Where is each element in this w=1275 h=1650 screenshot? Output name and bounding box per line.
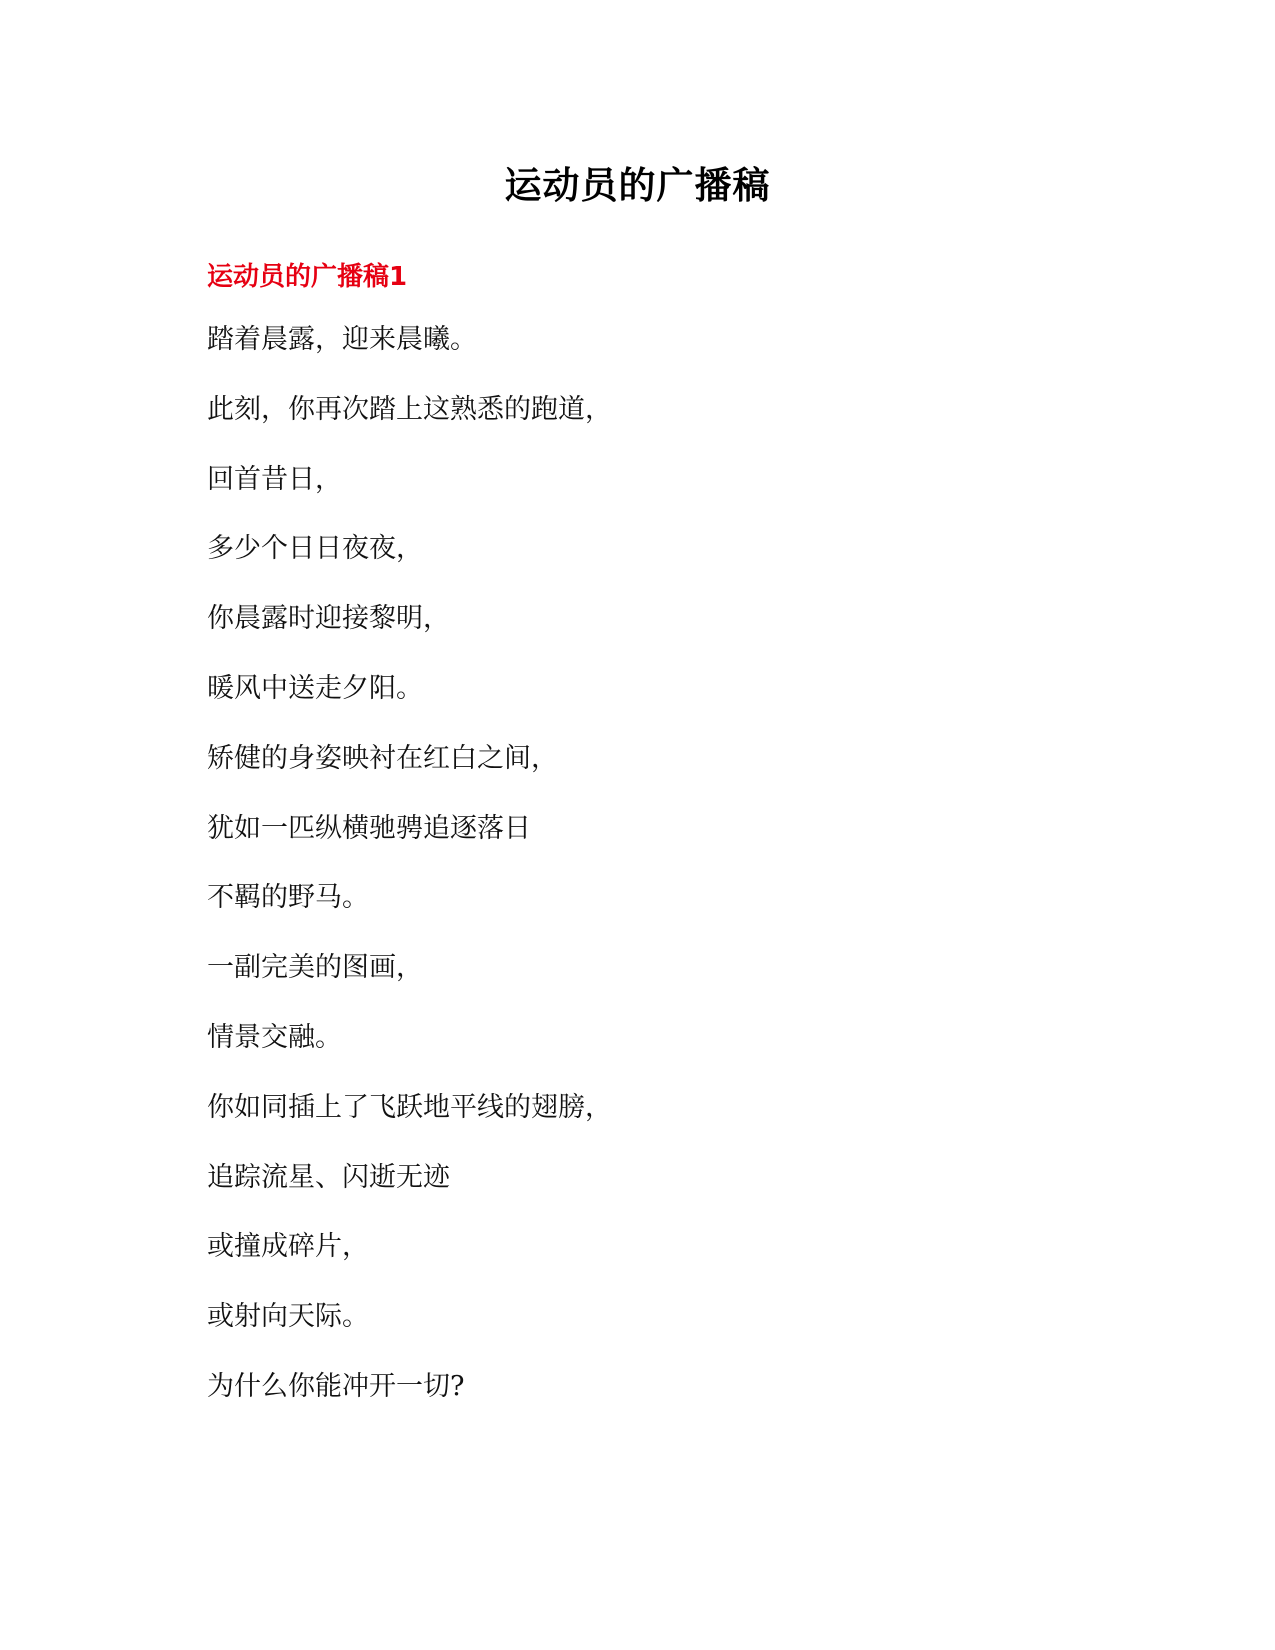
poem-line: 矫健的身姿映衬在红白之间， bbox=[207, 742, 558, 774]
document-title: 运动员的广播稿 bbox=[504, 164, 771, 207]
section-heading: 运动员的广播稿1 bbox=[207, 262, 408, 292]
poem-line: 暖风中送走夕阳。 bbox=[207, 672, 423, 704]
poem-line: 为什么你能冲开一切? bbox=[207, 1370, 465, 1402]
poem-line: 不羁的野马。 bbox=[207, 882, 369, 914]
poem-line: 情景交融。 bbox=[207, 1021, 342, 1053]
poem-line: 犹如一匹纵横驰骋追逐落日 bbox=[207, 812, 531, 844]
poem-line: 你晨露时迎接黎明， bbox=[207, 603, 450, 635]
poem-line: 踏着晨露，迎来晨曦。 bbox=[207, 324, 477, 355]
poem-line: 或撞成碎片， bbox=[207, 1231, 369, 1263]
poem-line: 或射向天际。 bbox=[207, 1301, 369, 1333]
poem-line: 一副完美的图画， bbox=[207, 952, 423, 984]
poem-line: 回首昔日， bbox=[207, 463, 342, 495]
poem-line: 你如同插上了飞跃地平线的翅膀， bbox=[207, 1091, 612, 1123]
poem-line: 此刻，你再次踏上这熟悉的跑道， bbox=[207, 393, 612, 425]
poem-line: 追踪流星、闪逝无迹 bbox=[207, 1161, 450, 1193]
poem-line: 多少个日日夜夜， bbox=[207, 533, 423, 565]
poem-body bbox=[207, 322, 1107, 1439]
